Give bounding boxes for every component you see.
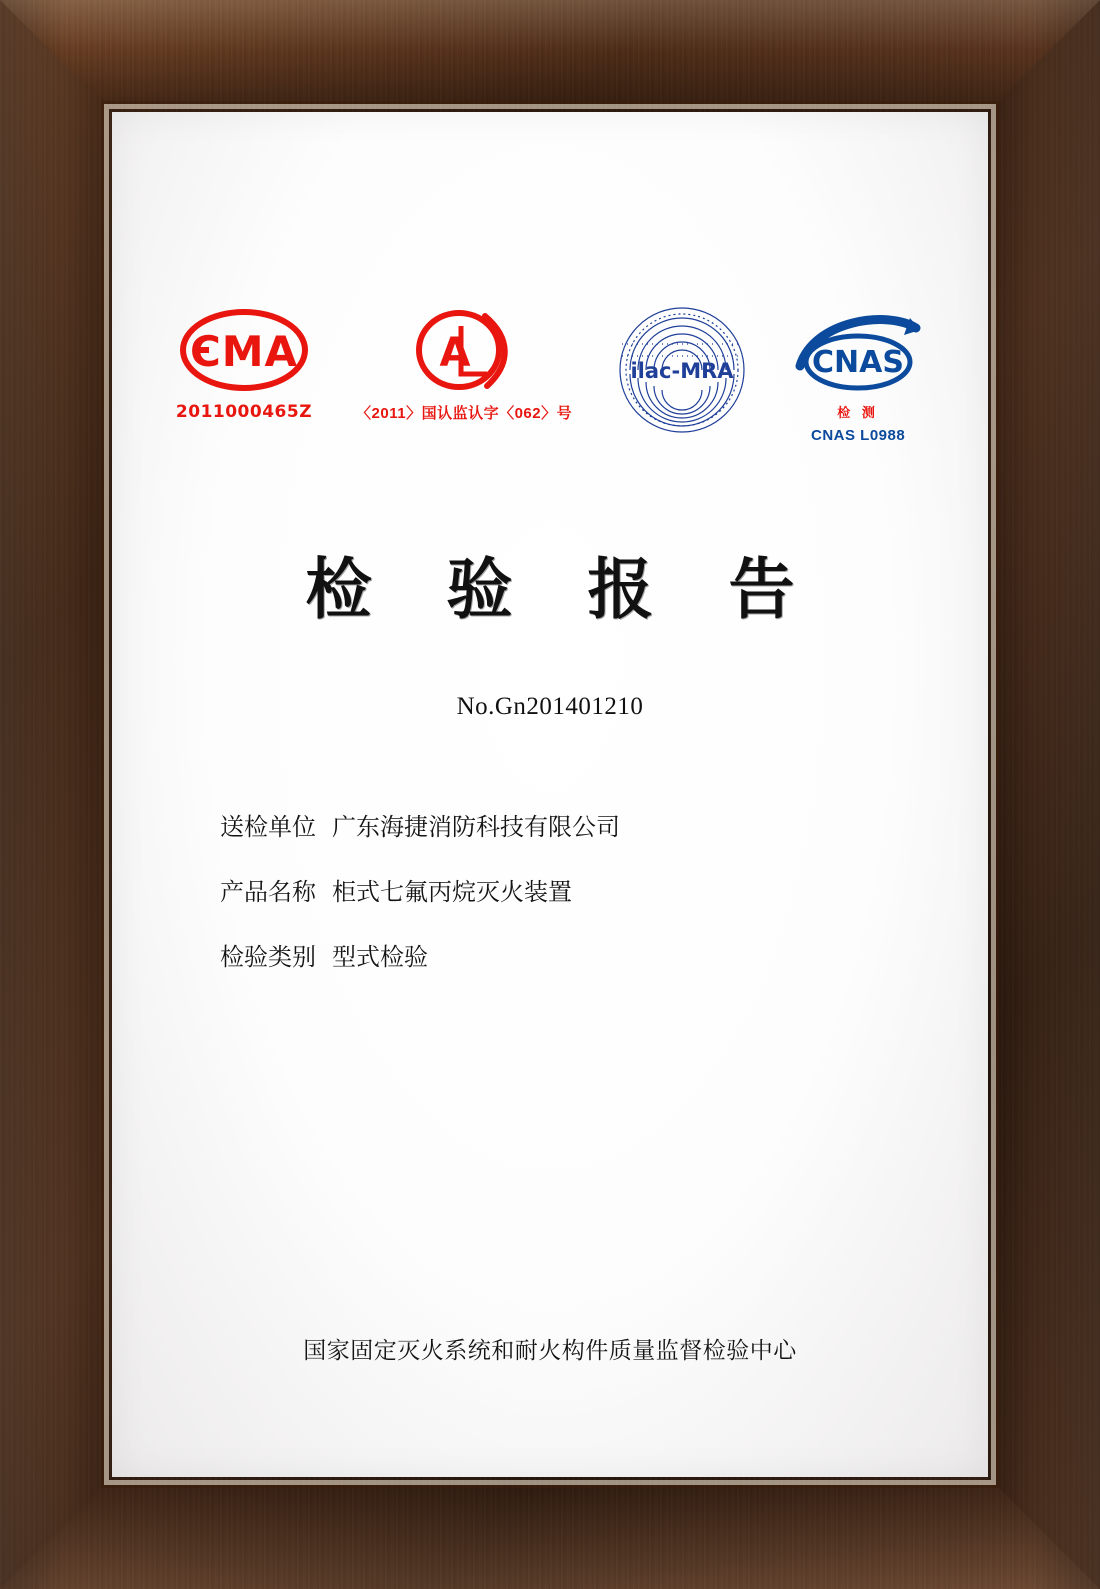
certificate-paper xyxy=(112,112,988,1477)
cma-caption: 2011000465Z xyxy=(175,402,313,422)
svg-text:A: A xyxy=(439,330,471,376)
field-label-product-name: 产品名称 xyxy=(220,879,316,906)
frame-bevel-left xyxy=(0,0,112,1589)
frame-bevel-right xyxy=(988,0,1100,1589)
field-label-submitting-unit: 送检单位 xyxy=(220,814,316,841)
ilac-logo-cell xyxy=(616,304,748,436)
cma-icon xyxy=(179,304,309,396)
field-row xyxy=(220,937,988,972)
field-value-inspection-type: 型式检验 xyxy=(332,944,428,971)
issuing-authority: 国家固定灭火系统和耐火构件质量监督检验中心 xyxy=(303,1337,797,1363)
ilac-mra-icon xyxy=(616,304,748,436)
frame-bevel-bottom xyxy=(0,1477,1100,1589)
cal-logo-cell xyxy=(356,304,572,423)
field-row xyxy=(220,807,988,842)
report-number: No.Gn201401210 xyxy=(456,693,644,720)
frame-bevel-top xyxy=(0,0,1100,112)
cal-caption: 〈2011〉国认监认字〈062〉号 xyxy=(356,405,573,422)
field-value-submitting-unit: 广东海捷消防科技有限公司 xyxy=(332,814,620,841)
field-row xyxy=(220,872,988,907)
svg-text:CNAS: CNAS xyxy=(812,345,905,380)
cma-logo-cell xyxy=(176,304,312,422)
field-value-product-name: 柜式七氟丙烷灭火装置 xyxy=(332,879,572,906)
cnas-caption-cn: 检 测 xyxy=(837,405,879,420)
cnas-caption: CNAS L0988 xyxy=(811,427,906,444)
cnas-icon xyxy=(792,304,924,400)
page-title: 检 验 报 告 xyxy=(305,551,821,628)
field-list xyxy=(112,807,988,1002)
svg-text:CMA: CMA xyxy=(189,327,299,376)
cal-icon xyxy=(399,304,529,396)
field-label-inspection-type: 检验类别 xyxy=(220,944,316,971)
accreditation-logo-row xyxy=(175,304,906,444)
svg-text:ilac-MRA: ilac-MRA xyxy=(630,359,734,383)
cnas-logo-cell xyxy=(792,304,924,444)
